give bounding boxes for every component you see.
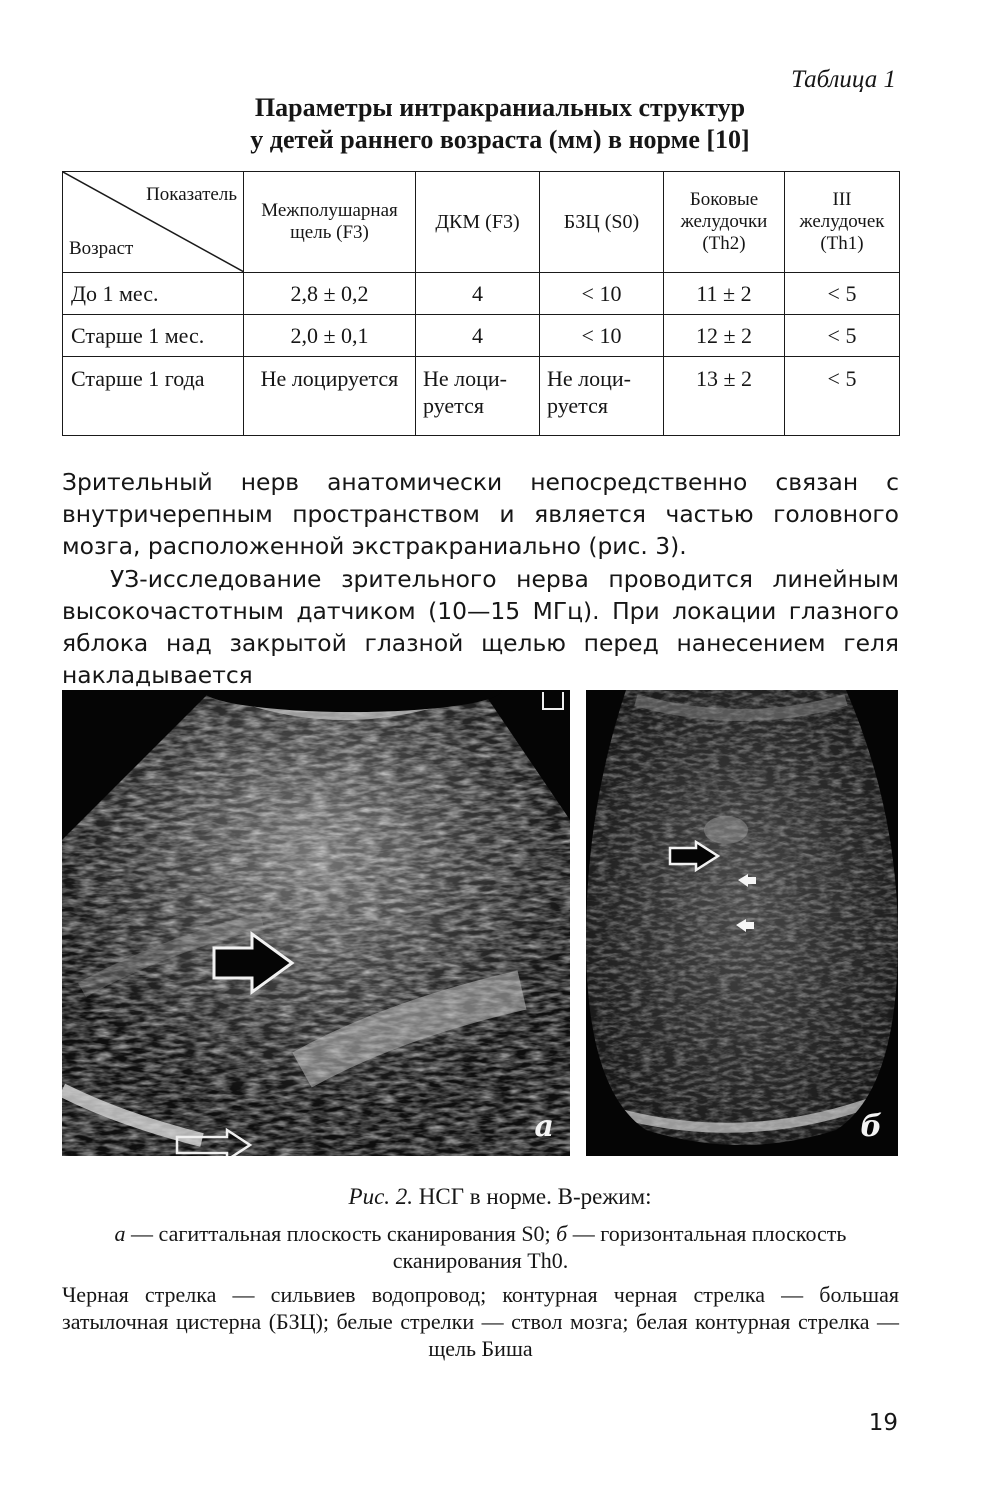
column-header-line: желудочек [799,211,885,232]
table-row [63,357,900,436]
table-cell: < 10 [540,315,664,357]
column-header-line: желудочки [680,211,768,232]
row-age: Старше 1 года [63,357,244,436]
table-cell: < 5 [785,273,900,315]
column-header [664,172,785,273]
table-row [63,315,900,357]
corner-label-indicator: Показатель [146,184,237,205]
table-cell [540,357,664,436]
table-label: Таблица 1 [791,66,896,93]
column-header [785,172,900,273]
column-header-line: (Th2) [702,233,746,254]
figure-caption-text: НСГ в норме. В-режим: [413,1184,652,1209]
paragraph-optic-nerve: Зрительный нерв анатомически непосредственно связан с внутричерепным пространством и является частью головного мозга, расположенной экстракраниально (рис. 3). [62,468,899,560]
subcaption-letter-a: а [114,1221,126,1246]
panel-letter-b: б [860,1109,882,1144]
table-cell: 2,8 ± 0,2 [244,273,416,315]
cell-line: руется [547,393,608,418]
figure-legend: Черная стрелка — сильвиев водопровод; контурная черная стрелка — большая затылочная цистерна (БЗЦ); белые стрелки — ствол мозга; белая контурная стрелка — щель Биша [62,1282,899,1361]
table-cell: < 5 [785,357,900,436]
column-header [540,172,664,273]
ultrasound-image-sagittal [62,690,570,1156]
table-header-row [63,172,900,273]
probe-marker-icon [542,692,564,710]
column-header-line: ДКМ (F3) [435,211,520,233]
cell-line: Не лоци- [547,366,632,391]
figure-caption [0,1183,1000,1211]
figure-subcaption [62,1220,899,1274]
column-header [416,172,540,273]
table-cell: Не лоцируется [244,357,416,436]
table-title-line2: у детей раннего возраста (мм) в норме [10] [250,125,750,154]
column-header-line: Боковые [689,189,759,210]
paragraph-ultrasound: УЗ-исследование зрительного нерва проводится линейным высокочастотным датчиком (10—15 МГц). При локации глазного яблока над закрытой глазной щелью перед нанесением геля накладывается [62,565,899,689]
table-corner-cell [63,172,244,273]
table-cell: 4 [416,315,540,357]
row-age: Старше 1 мес. [63,315,244,357]
ultrasound-image-horizontal [586,690,898,1156]
table-cell: 11 ± 2 [664,273,785,315]
subcaption-text-a: — сагиттальная плоскость сканирования S0; [125,1221,557,1246]
cell-line: руется [423,393,484,418]
page-number: 19 [868,1410,898,1436]
cell-line: Не лоци- [423,366,508,391]
table-title-line1: Параметры интракраниальных структур [254,93,746,122]
table-cell: 2,0 ± 0,1 [244,315,416,357]
table-cell: 12 ± 2 [664,315,785,357]
parameters-table [62,171,900,436]
panel-letter-a: а [534,1109,554,1144]
corner-label-age: Возраст [69,238,134,259]
row-age: До 1 мес. [63,273,244,315]
column-header-line: III [832,189,852,210]
table-cell: < 5 [785,315,900,357]
table-cell: 4 [416,273,540,315]
subcaption-text-b: — горизонтальная плоскость сканирования Th0. [392,1221,847,1273]
table-row [63,273,900,315]
table-cell: 13 ± 2 [664,357,785,436]
table-title [0,92,1000,156]
table-cell: < 10 [540,273,664,315]
figure-caption-label: Рис. 2. [348,1184,414,1209]
column-header-line: Межполушарная [261,200,398,221]
column-header [244,172,416,273]
table-cell [416,357,540,436]
subcaption-letter-b: б [556,1221,568,1246]
column-header-line: БЗЦ (S0) [563,211,640,233]
column-header-line: щель (F3) [290,222,369,243]
column-header-line: (Th1) [820,233,864,254]
